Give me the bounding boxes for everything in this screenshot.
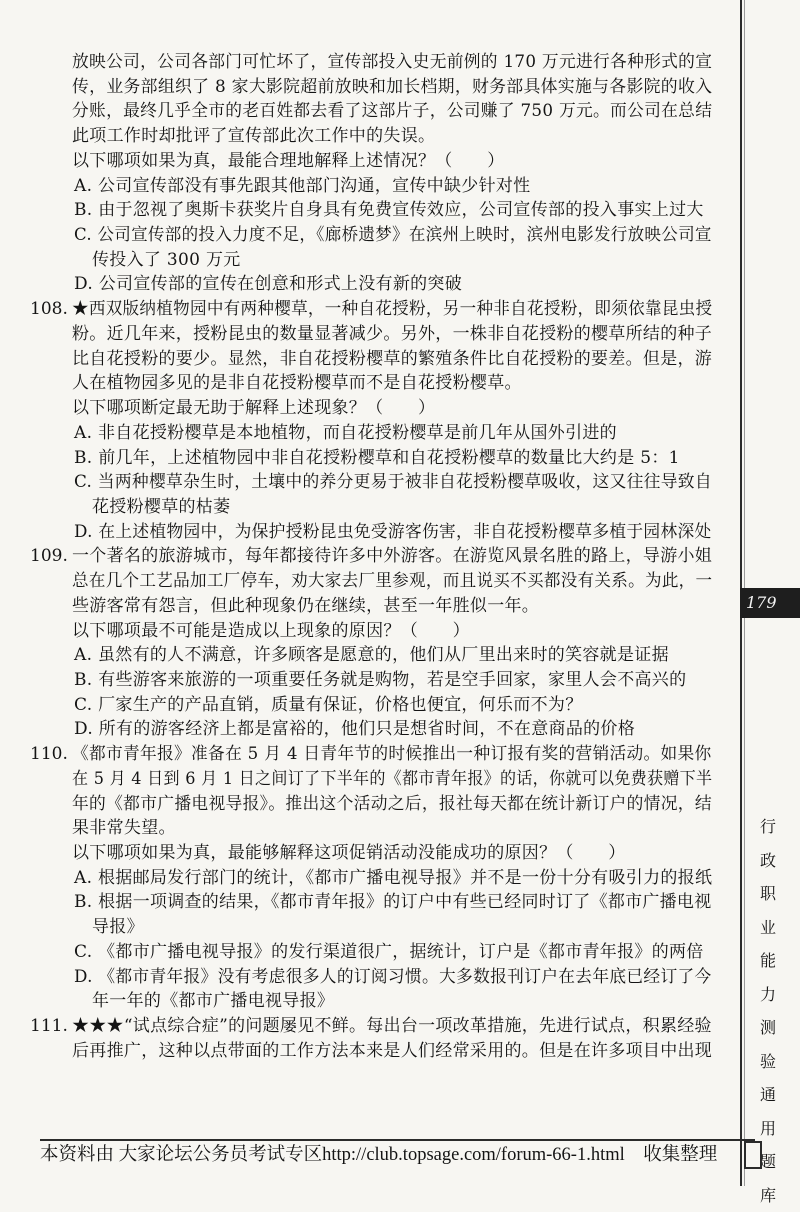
text-line: B. 有些游客来旅游的一项重要任务就是购物，若是空手回家，家里人会不高兴的 — [74, 670, 687, 690]
text-line: 以下哪项最不可能是造成以上现象的原因？（ ） — [72, 621, 470, 641]
text-line: 总在几个工艺品加工厂停车，劝大家去厂里参观，而且说买不买都没有关系。为此，一 — [72, 571, 713, 591]
text-line: A. 公司宣传部没有事先跟其他部门沟通，宣传中缺少针对性 — [74, 176, 531, 196]
text-line: 《都市青年报》准备在 5 月 4 日青年节的时候推出一种订报有奖的营销活动。如果你 — [72, 744, 712, 764]
footer-rule — [40, 1139, 755, 1141]
text-line: 比自花授粉的要少。显然，非自花授粉樱草的繁殖条件比自花授粉的要差。但是，游 — [72, 349, 713, 369]
text-line: 分账，最终几乎全市的老百姓都去看了这部片子，公司赚了 750 万元。而公司在总结 — [72, 101, 713, 121]
text-line: A. 非自花授粉樱草是本地植物，而自花授粉樱草是前几年从国外引进的 — [74, 423, 617, 443]
text-line: D. 公司宣传部的宣传在创意和形式上没有新的突破 — [74, 274, 463, 294]
text-line: C. 厂家生产的产品直销，质量有保证，价格也便宜，何乐而不为？ — [74, 695, 583, 715]
text-line: 年的《都市广播电视导报》。推出这个活动之后，报社每天都在统计新订户的情况，结 — [72, 794, 712, 814]
text-line: A. 虽然有的人不满意，许多顾客是愿意的，他们从厂里出来时的笑容就是证据 — [74, 645, 669, 665]
question-number: 111. — [30, 1016, 68, 1036]
text-line: 粉。近几年来，授粉昆虫的数量显著减少。另外，一株非自花授粉的樱草所结的种子 — [72, 324, 713, 344]
text-line: 传，业务部组织了 8 家大影院超前放映和加长档期，财务部具体实施与各影院的收入 — [72, 77, 713, 97]
text-line: 年一年的《都市广播电视导报》 — [92, 991, 335, 1011]
text-line: 花授粉樱草的枯萎 — [92, 497, 231, 517]
text-line: B. 根据一项调查的结果，《都市青年报》的订户中有些已经同时订了《都市广播电视 — [74, 892, 712, 912]
page-number: 179 — [746, 593, 777, 612]
text-line: D. 《都市青年报》没有考虑很多人的订阅习惯。大多数报刊订户在去年底已经订了今 — [74, 967, 712, 987]
text-line: 以下哪项断定最无助于解释上述现象？（ ） — [72, 398, 436, 418]
text-line: 后再推广，这种以点带面的工作方法本来是人们经常采用的。但是在许多项目中出现 — [72, 1041, 713, 1061]
text-line: B. 前几年，上述植物园中非自花授粉樱草和自花授粉樱草的数量比大约是 5：1 — [74, 448, 680, 468]
text-line: D. 在上述植物园中，为保护授粉昆虫免受游客伤害，非自花授粉樱草多植于园林深处 — [74, 522, 712, 542]
text-line: C. 《都市广播电视导报》的发行渠道很广，据统计，订户是《都市青年报》的两倍 — [74, 942, 704, 962]
text-line: 人在植物园多见的是非自花授粉樱草而不是自花授粉樱草。 — [72, 373, 522, 393]
text-line: 在 5 月 4 日到 6 月 1 日之间订了下半年的《都市青年报》的话，你就可以免费获赠下半 — [72, 769, 713, 789]
text-line: 放映公司，公司各部门可忙坏了，宣传部投入史无前例的 170 万元进行各种形式的宣 — [72, 52, 713, 72]
text-line: ★西双版纳植物园中有两种樱草，一种自花授粉，另一种非自花授粉，即须依靠昆虫授 — [72, 299, 713, 319]
text-line: 以下哪项如果为真，最能够解释这项促销活动没能成功的原因？（ ） — [72, 843, 626, 863]
text-line: 导报》 — [92, 917, 144, 937]
question-number: 109. — [30, 546, 68, 566]
text-line: 果非常失望。 — [72, 818, 176, 838]
text-line: C. 公司宣传部的投入力度不足，《廊桥遗梦》在滨州上映时，滨州电影发行放映公司宣 — [74, 225, 712, 245]
question-number: 110. — [30, 744, 68, 764]
text-line: B. 由于忽视了奥斯卡获奖片自身具有免费宣传效应，公司宣传部的投入事实上过大 — [74, 200, 704, 220]
text-line: ★★★“试点综合症”的问题屡见不鲜。每出台一项改革措施，先进行试点，积累经验 — [72, 1016, 712, 1036]
footer-source-note: 本资料由 大家论坛公务员考试专区http://club.topsage.com/forum-66-1.html 收集整理 — [40, 1145, 718, 1165]
text-line: C. 当两种樱草杂生时，土壤中的养分更易于被非自花授粉樱草吸收，这又往往导致自 — [74, 472, 712, 492]
footer-box — [744, 1141, 762, 1169]
text-line: D. 所有的游客经济上都是富裕的，他们只是想省时间，不在意商品的价格 — [74, 719, 636, 739]
text-line: 一个著名的旅游城市，每年都接待许多中外游客。在游览风景名胜的路上，导游小姐 — [72, 546, 713, 566]
text-line: 传投入了 300 万元 — [92, 250, 241, 270]
text-line: 以下哪项如果为真，最能合理地解释上述情况？（ ） — [72, 151, 505, 171]
question-number: 108. — [30, 299, 68, 319]
text-line: 些游客常有怨言，但此种现象仍在继续，甚至一年胜似一年。 — [72, 596, 540, 616]
text-line: A. 根据邮局发行部门的统计，《都市广播电视导报》并不是一份十分有吸引力的报纸 — [74, 868, 713, 888]
side-book-title: 行政职业能力测验通用题库 — [759, 817, 776, 1205]
text-line: 此项工作时却批评了宣传部此次工作中的失误。 — [72, 126, 436, 146]
